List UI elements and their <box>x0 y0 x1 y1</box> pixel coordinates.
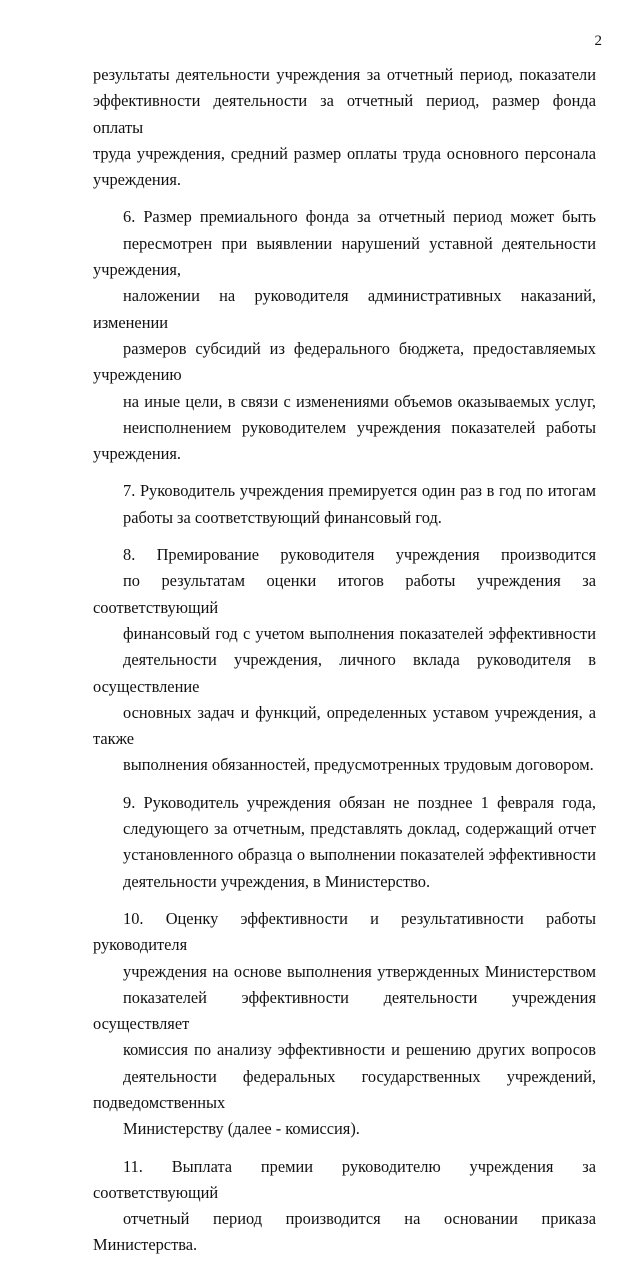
paragraph-1 <box>93 62 596 193</box>
text-line: 6. Размер премиального фонда за отчетный период может быть <box>123 207 596 227</box>
text-line: эффективности деятельности за отчетный период, размер фонда оплаты <box>93 91 596 137</box>
text-line: учреждения. <box>93 170 182 190</box>
text-line: комиссия по анализу эффективности и решению других вопросов <box>123 1040 596 1060</box>
text-line: деятельности федеральных государственных учреждений, подведомственных <box>93 1066 596 1112</box>
paragraph-6 <box>93 906 596 1143</box>
text-line: результаты деятельности учреждения за отчетный период, показатели <box>93 65 596 84</box>
text-line: 11. Выплата премии руководителю учреждения за соответствующий <box>93 1156 596 1202</box>
text-line: отчетный период производится на основании приказа Министерства. <box>93 1209 596 1255</box>
text-line: труда учреждения, средний размер оплаты труда основного персонала <box>93 143 596 163</box>
text-line: выполнения обязанностей, предусмотренных трудовым договором. <box>123 755 594 775</box>
text-line: деятельности учреждения, личного вклада руководителя в осуществление <box>93 650 596 696</box>
text-line: следующего за отчетным, представлять доклад, содержащий отчет <box>123 819 596 839</box>
text-line: учреждения на основе выполнения утвержденных Министерством <box>123 961 596 981</box>
paragraph-3 <box>93 478 596 531</box>
text-line: установленного образца о выполнении показателей эффективности <box>123 845 596 865</box>
page-number: 2 <box>594 33 602 49</box>
text-line: наложении на руководителя административных наказаний, изменении <box>93 286 596 332</box>
text-line: 9. Руководитель учреждения обязан не позднее 1 февраля года, <box>123 792 596 812</box>
text-line: основных задач и функций, определенных уставом учреждения, а также <box>93 702 596 749</box>
text-line: деятельности учреждения, в Министерство. <box>123 871 431 891</box>
paragraph-4 <box>93 542 596 779</box>
text-line: пересмотрен при выявлении нарушений уставной деятельности учреждения, <box>93 233 596 280</box>
text-line: на иные цели, в связи с изменениями объемов оказываемых услуг, <box>123 391 596 411</box>
text-line: по результатам оценки итогов работы учреждения за соответствующий <box>93 571 596 617</box>
text-line: 8. Премирование руководителя учреждения производится <box>123 545 596 565</box>
text-line: 10. Оценку эффективности и результативности работы руководителя <box>93 908 596 955</box>
text-line: финансовый год с учетом выполнения показателей эффективности <box>123 623 596 643</box>
paragraph-7 <box>93 1154 596 1259</box>
text-line: неисполнением руководителем учреждения показателей работы учреждения. <box>93 417 596 464</box>
paragraph-2 <box>93 204 596 467</box>
text-line: 7. Руководитель учреждения премируется один раз в год по итогам <box>123 481 596 501</box>
document-body <box>93 62 596 1270</box>
text-line: Министерству (далее - комиссия). <box>123 1119 360 1139</box>
text-line: работы за соответствующий финансовый год. <box>123 507 442 527</box>
text-line: размеров субсидий из федерального бюджета, предоставляемых учреждению <box>93 338 596 385</box>
text-line: показателей эффективности деятельности учреждения осуществляет <box>93 987 596 1034</box>
paragraph-5 <box>93 790 596 895</box>
